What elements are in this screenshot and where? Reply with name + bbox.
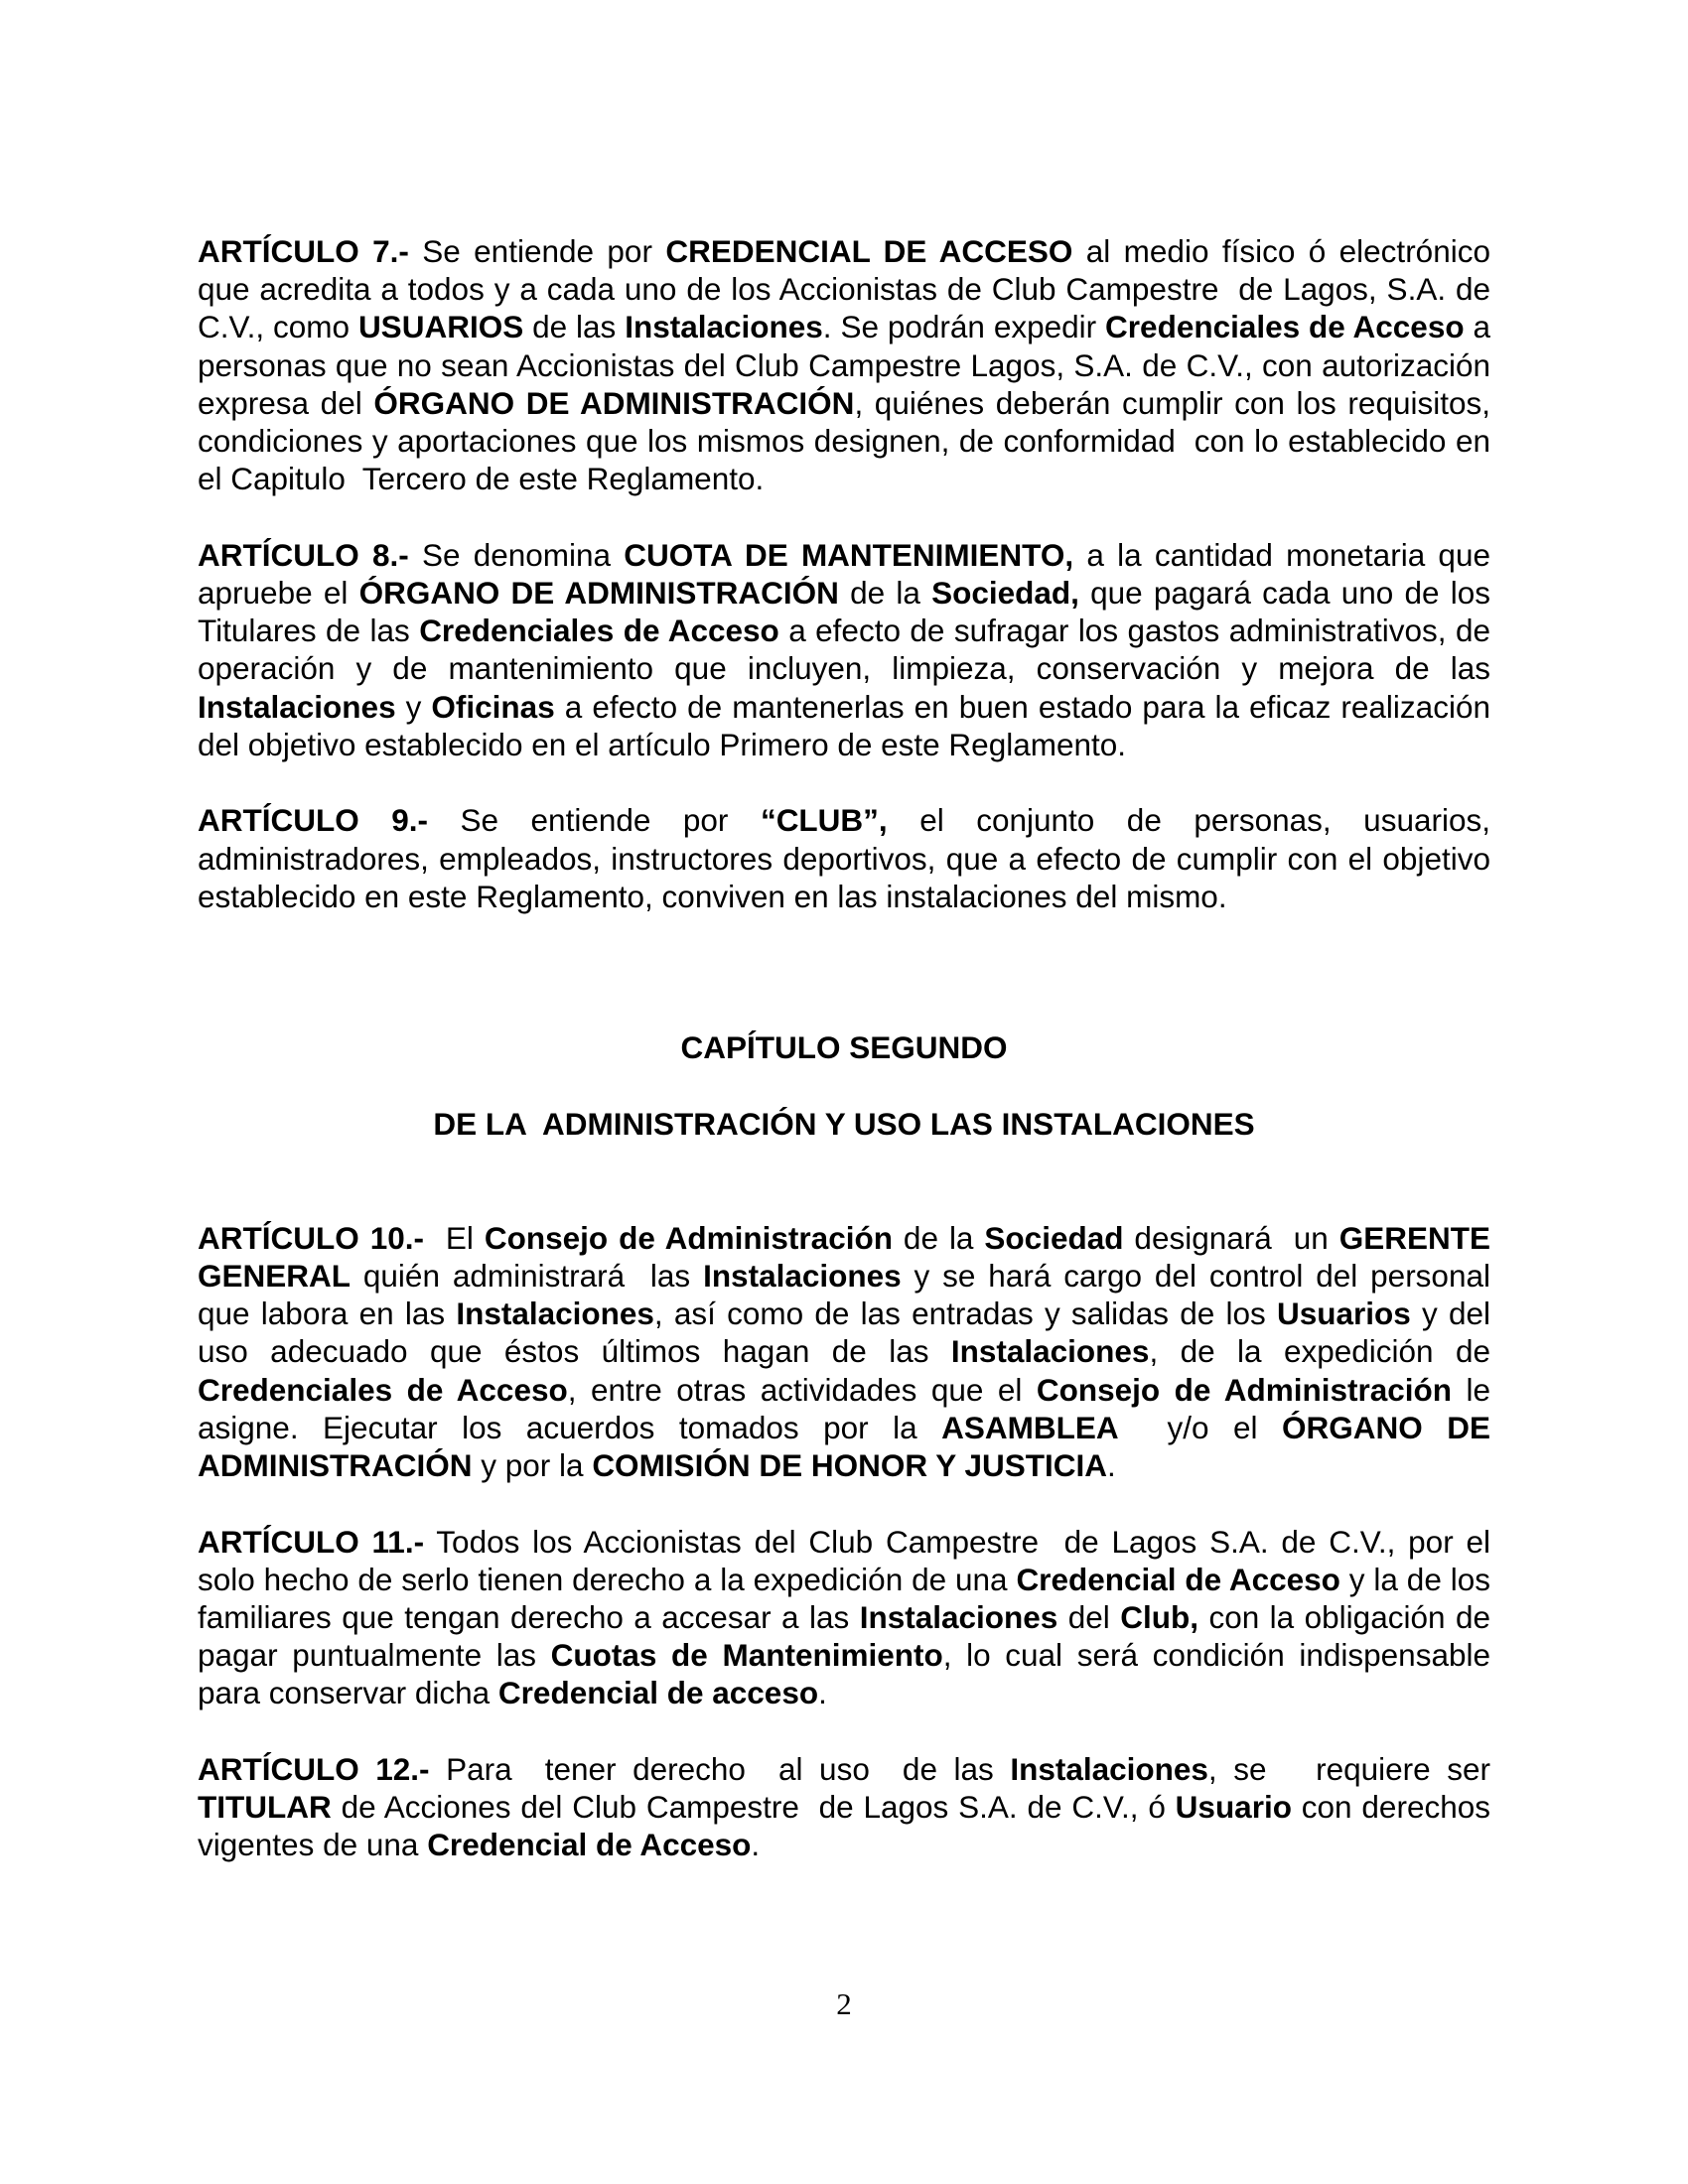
article-text: y la de los familiares que tengan derecho a accesar a las [198, 1561, 1499, 1636]
bold-term: Instalaciones [950, 1333, 1150, 1370]
article-text: del [1057, 1599, 1121, 1636]
bold-term: ASAMBLEA [941, 1409, 1119, 1445]
bold-term: GERENTE GENERAL [198, 1219, 1499, 1295]
bold-term: ARTÍCULO 12.- [198, 1751, 430, 1788]
bold-term: Credencial de Acceso [427, 1827, 752, 1863]
bold-term: Credencial de acceso [497, 1675, 819, 1711]
page-content [198, 232, 1499, 1902]
bold-term: ARTÍCULO 10.- [198, 1219, 424, 1256]
bold-term: Credenciales de Acceso [419, 613, 779, 649]
article-text: de la [892, 1219, 985, 1256]
article-11 [198, 1523, 1499, 1712]
article-text: designará un [1123, 1219, 1339, 1256]
article-text: que pagará cada uno de los Titulares de las [198, 575, 1499, 649]
bold-term: Consejo de Administración [484, 1219, 893, 1256]
article-text: con derechos vigentes de una [198, 1789, 1499, 1863]
bold-term: Instalaciones [625, 309, 823, 345]
bold-term: Oficinas [431, 688, 555, 725]
bold-term: Instalaciones [859, 1599, 1058, 1636]
bold-term: Credenciales de Acceso [1105, 309, 1465, 345]
article-text: a efecto de mantenerlas en buen estado para la eficaz realización del objetivo establecido en el artículo Primero de este Reglamento. [198, 688, 1499, 762]
article-text: quién administrará las [351, 1258, 704, 1295]
bold-term: CUOTA DE MANTENIMIENTO, [624, 536, 1074, 573]
article-text: El [423, 1219, 485, 1256]
bold-term: TITULAR [198, 1789, 332, 1826]
bold-term: ARTÍCULO 9.- [198, 802, 428, 839]
bold-term: ARTÍCULO 11.- [198, 1523, 425, 1560]
bold-term: Usuario [1175, 1789, 1292, 1826]
subtitle-spacer [198, 1143, 1490, 1218]
article-text: . [1106, 1447, 1116, 1484]
bold-term: Cuotas de Mantenimiento [550, 1637, 943, 1674]
article-text: Se entiende por [428, 802, 761, 839]
article-text: Se entiende por [408, 233, 666, 269]
article-text: , quiénes deberán cumplir con los requisitos, condiciones y aportaciones que los mismos designen, de conformidad con lo establecido en el Capitulo Tercero de este Reglamento. [198, 384, 1499, 497]
bold-term: Credencial de Acceso [1016, 1561, 1340, 1597]
article-text: y por la [472, 1447, 593, 1484]
article-text: , lo cual será condición indispensable para conservar dicha [198, 1637, 1499, 1711]
bold-term: ÓRGANO DE ADMINISTRACIÓN [373, 384, 855, 421]
bold-term: ARTÍCULO 8.- [198, 536, 409, 573]
bold-term: “CLUB”, [760, 802, 888, 839]
article-text: y [395, 688, 432, 725]
article-text: y/o el [1118, 1409, 1283, 1445]
bold-term: Sociedad [984, 1219, 1124, 1256]
bold-term: ÓRGANO DE ADMINISTRACIÓN [198, 1409, 1498, 1484]
article-12 [198, 1750, 1499, 1864]
article-text: , se requiere ser [1207, 1751, 1499, 1788]
article-text: . [751, 1827, 761, 1863]
bold-term: USUARIOS [357, 309, 524, 345]
article-10 [198, 1219, 1499, 1484]
chapter-spacer [198, 953, 1490, 1028]
bold-term: Usuarios [1276, 1296, 1411, 1332]
article-text: Para tener derecho al uso de las [429, 1751, 1011, 1788]
bold-term: Sociedad, [931, 575, 1079, 612]
article-text: Todos los Accionistas del Club Campestre de Lagos S.A. de C.V., por el solo hecho de serlo tienen derecho a la expedición de una [198, 1523, 1499, 1597]
article-text: , entre otras actividades que el [567, 1371, 1037, 1408]
article-7 [198, 232, 1499, 497]
bold-term: COMISIÓN DE HONOR Y JUSTICIA [592, 1447, 1107, 1484]
article-text: de las [523, 309, 626, 345]
article-8 [198, 536, 1499, 763]
chapter-title: CAPÍTULO SEGUNDO [680, 1029, 1008, 1066]
article-text: a la cantidad monetaria que apruebe el [198, 536, 1499, 612]
article-text: al medio físico ó electrónico que acredita a todos y a cada uno de los Accionistas de Club Campestre de Lagos, S.A. de C.V., como [198, 233, 1499, 345]
article-text: a personas que no sean Accionistas del Club Campestre Lagos, S.A. de C.V., con autorización expresa del [198, 309, 1499, 421]
bold-term: Instalaciones [198, 688, 396, 725]
bold-term: Credenciales de Acceso [198, 1371, 568, 1408]
article-text: , así como de las entradas y salidas de los [653, 1296, 1277, 1332]
bold-term: ÓRGANO DE ADMINISTRACIÓN [358, 575, 839, 612]
article-text: a efecto de sufragar los gastos administrativos, de operación y de mantenimiento que incluyen, limpieza, conservación y mejora de las [198, 613, 1499, 687]
page-number: 2 [836, 1986, 852, 2021]
article-text: Se denomina [408, 536, 625, 573]
article-text: de la [838, 575, 932, 612]
articles-section [198, 232, 1499, 915]
bold-term: Club, [1120, 1599, 1198, 1636]
article-text: con la obligación de pagar puntualmente las [198, 1599, 1499, 1674]
article-text: y del uso adecuado que éstos últimos hagan de las [198, 1296, 1499, 1370]
article-text: . [818, 1675, 827, 1711]
bold-term: Consejo de Administración [1036, 1371, 1452, 1408]
bold-term: CREDENCIAL DE ACCESO [665, 233, 1073, 269]
article-text: el conjunto de personas, usuarios, administradores, empleados, instructores deportivos, que a efecto de cumplir con el objetivo establecido en este Reglamento, conviven en las instalaciones del mismo. [198, 802, 1499, 914]
article-text: y se hará cargo del control del personal que labora en las [198, 1258, 1499, 1332]
article-9 [198, 801, 1499, 915]
article-text: le asigne. Ejecutar los acuerdos tomados por la [198, 1371, 1499, 1445]
article-text: de Acciones del Club Campestre de Lagos S.A. de C.V., ó [331, 1789, 1176, 1826]
chapter-articles-section [198, 1219, 1499, 1864]
chapter-subtitle: DE LA ADMINISTRACIÓN Y USO LAS INSTALACIONES [433, 1106, 1255, 1143]
bold-term: ARTÍCULO 7.- [198, 233, 409, 269]
article-text: . Se podrán expedir [822, 309, 1106, 345]
bold-term: Instalaciones [456, 1296, 654, 1332]
bold-term: Instalaciones [703, 1258, 902, 1295]
article-text: , de la expedición de [1149, 1333, 1499, 1370]
bold-term: Instalaciones [1010, 1751, 1208, 1788]
